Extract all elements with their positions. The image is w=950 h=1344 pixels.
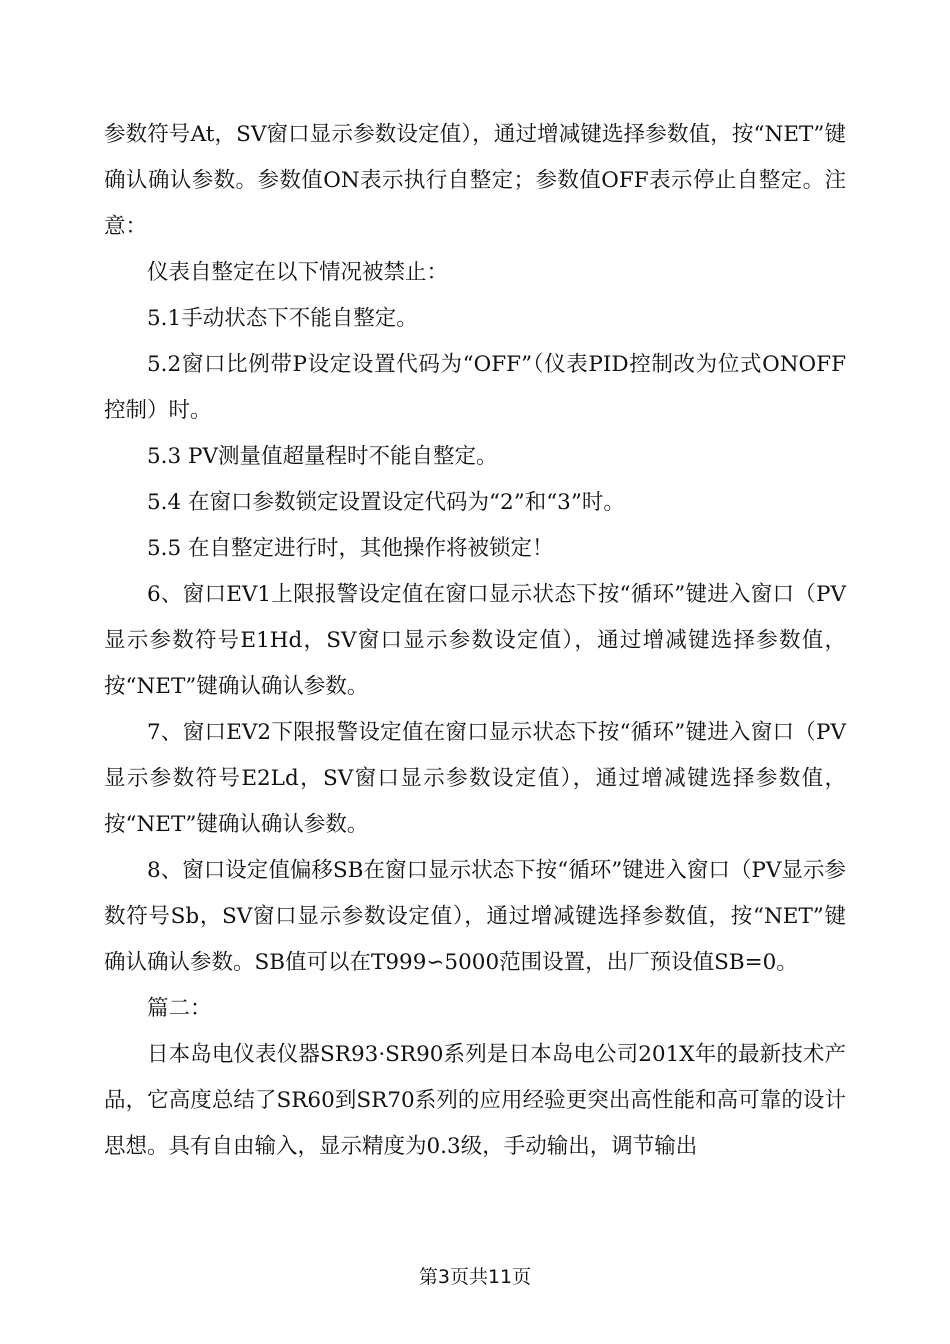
paragraph-7-ev2: 7、窗口EV2下限报警设定值在窗口显示状态下按“循环”键进入窗口（PV显示参数符号E2Ld，SV窗口显示参数设定值），通过增减键选择参数值，按“NET”键确认确认参数。: [104, 720, 846, 837]
paragraph-5-4: 5.4 在窗口参数锁定设置设定代码为“2”和“3”时。: [147, 490, 625, 515]
paragraph-sr93-intro: 日本岛电仪表仪器SR93·SR90系列是日本岛电公司201X年的最新技术产品，它高度总结了SR60到SR70系列的应用经验更突出高性能和高可靠的设计思想。具有自由输入，显示精度为0.3级，手动输出，调节输出: [104, 1042, 846, 1159]
paragraph-5-3: 5.3 PV测量值超量程时不能自整定。: [147, 444, 498, 469]
paragraph-8-sb: 8、窗口设定值偏移SB在窗口显示状态下按“循环”键进入窗口（PV显示参数符号Sb，SV窗口显示参数设定值），通过增减键选择参数值，按“NET”键确认确认参数。SB值可以在T999∽5000范围设置，出厂预设值SB=0。: [104, 858, 846, 975]
footer-total-pages: 11: [487, 1266, 513, 1288]
footer-middle: 页共: [449, 1266, 488, 1288]
paragraph-6-ev1: 6、窗口EV1上限报警设定值在窗口显示状态下按“循环”键进入窗口（PV显示参数符号E1Hd，SV窗口显示参数设定值），通过增减键选择参数值，按“NET”键确认确认参数。: [104, 582, 846, 699]
footer-current-page: 3: [437, 1266, 450, 1288]
paragraph-at-tuning: 参数符号At，SV窗口显示参数设定值），通过增减键选择参数值，按“NET”键确认确认参数。参数值ON表示执行自整定；参数值OFF表示停止自整定。注意：: [104, 122, 846, 239]
paragraph-5-1: 5.1手动状态下不能自整定。: [147, 306, 418, 331]
paragraph-5-2: 5.2窗口比例带P设定设置代码为“OFF”（仪表PID控制改为位式ONOFF控制）时。: [104, 352, 846, 423]
paragraph-tuning-prohibited: 仪表自整定在以下情况被禁止：: [147, 260, 449, 285]
section-heading-part-two: 篇二：: [147, 996, 212, 1021]
document-body: [104, 112, 846, 1170]
paragraph-5-5: 5.5 在自整定进行时，其他操作将被锁定！: [147, 536, 554, 561]
page-footer: [0, 1262, 950, 1289]
footer-suffix: 页: [512, 1266, 532, 1288]
footer-prefix: 第: [418, 1266, 438, 1288]
